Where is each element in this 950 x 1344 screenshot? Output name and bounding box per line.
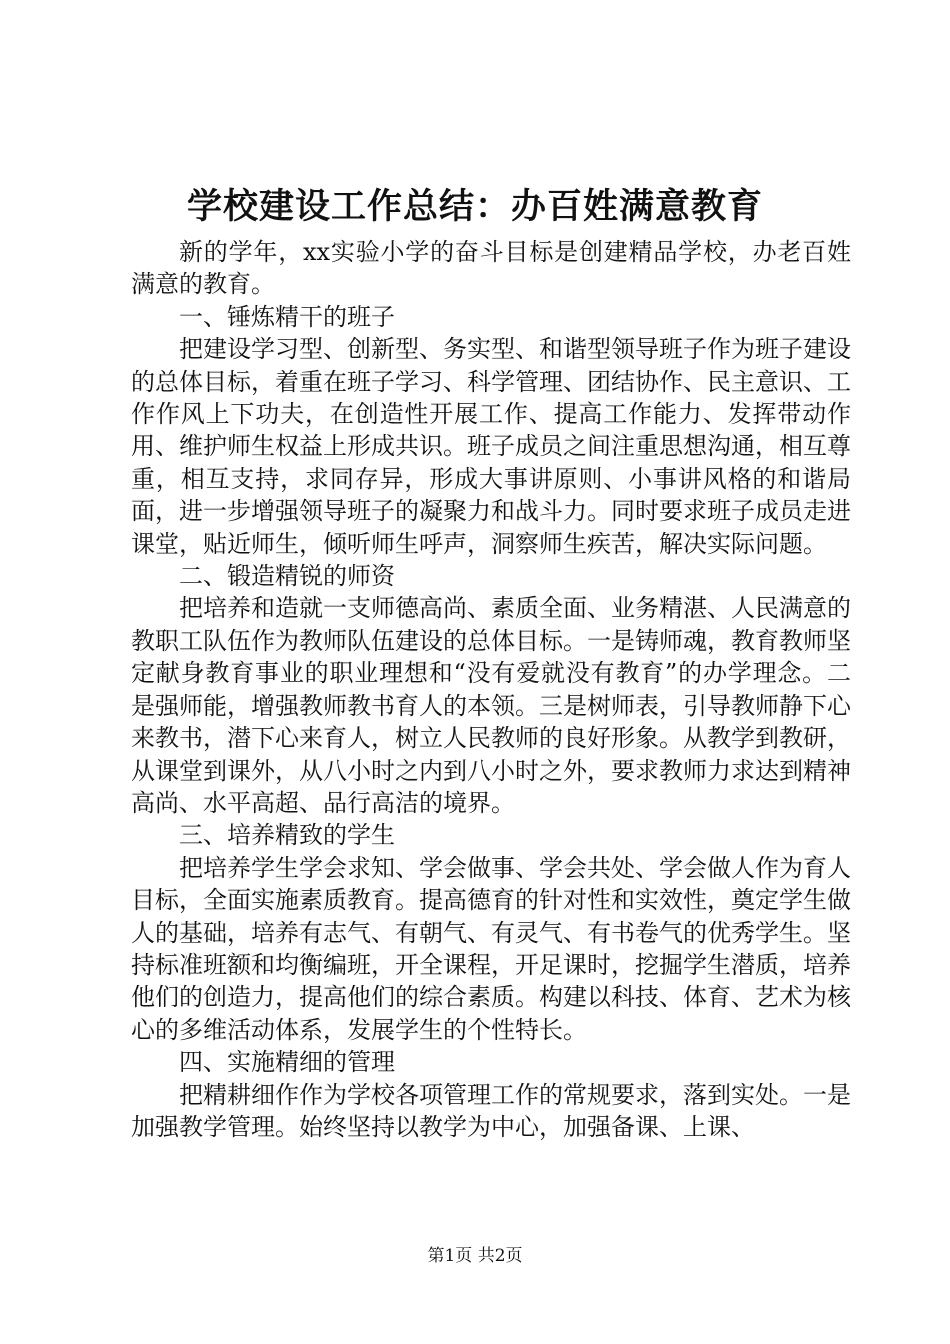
page-number-footer: 第1页 共2页 bbox=[427, 1246, 523, 1266]
section-paragraph-1: 把建设学习型、创新型、务实型、和谐型领导班子作为班子建设的总体目标，着重在班子学习、科学管理、团结协作、民主意识、工作作风上下功夫，在创造性开展工作、提高工作能力、发挥带动作用、维护师生权益上形成共识。班子成员之间注重思想沟通，相互尊重，相互支持，求同存异，形成大事讲原则、小事讲风格的和谐局面，进一步增强领导班子的凝聚力和战斗力。同时要求班子成员走进课堂，贴近师生，倾听师生呼声，洞察师生疾苦，解决实际问题。 bbox=[131, 335, 851, 558]
section-heading-2: 二、锻造精锐的师资 bbox=[179, 562, 395, 591]
section-paragraph-2: 把培养和造就一支师德高尚、素质全面、业务精湛、人民满意的教职工队伍作为教师队伍建设的总体目标。一是铸师魂，教育教师坚定献身教育事业的职业理想和“没有爱就没有教育”的办学理念。二是强师能，增强教师教书育人的本领。三是树师表，引导教师静下心来教书，潜下心来育人，树立人民教师的良好形象。从教学到教研，从课堂到课外，从八小时之内到八小时之外，要求教师力求达到精神高尚、水平高超、品行高洁的境界。 bbox=[131, 594, 851, 817]
section-paragraph-4: 把精耕细作作为学校各项管理工作的常规要求，落到实处。一是加强教学管理。始终坚持以教学为中心，加强备课、上课、 bbox=[131, 1080, 851, 1141]
document-title: 学校建设工作总结：办百姓满意教育 bbox=[186, 186, 763, 227]
section-heading-1: 一、锤炼精干的班子 bbox=[179, 302, 395, 331]
section-heading-3: 三、培养精致的学生 bbox=[179, 821, 395, 850]
intro-paragraph: 新的学年，xx实验小学的奋斗目标是创建精品学校，办老百姓满意的教育。 bbox=[131, 238, 851, 299]
section-heading-4: 四、实施精细的管理 bbox=[179, 1048, 395, 1077]
document-body bbox=[131, 236, 851, 1143]
section-paragraph-3: 把培养学生学会求知、学会做事、学会共处、学会做人作为育人目标，全面实施素质教育。提高德育的针对性和实效性，奠定学生做人的基础，培养有志气、有朝气、有灵气、有书卷气的优秀学生。坚持标准班额和均衡编班，开全课程，开足课时，挖掘学生潜质，培养他们的创造力，提高他们的综合素质。构建以科技、体育、艺术为核心的多维活动体系，发展学生的个性特长。 bbox=[131, 853, 851, 1044]
